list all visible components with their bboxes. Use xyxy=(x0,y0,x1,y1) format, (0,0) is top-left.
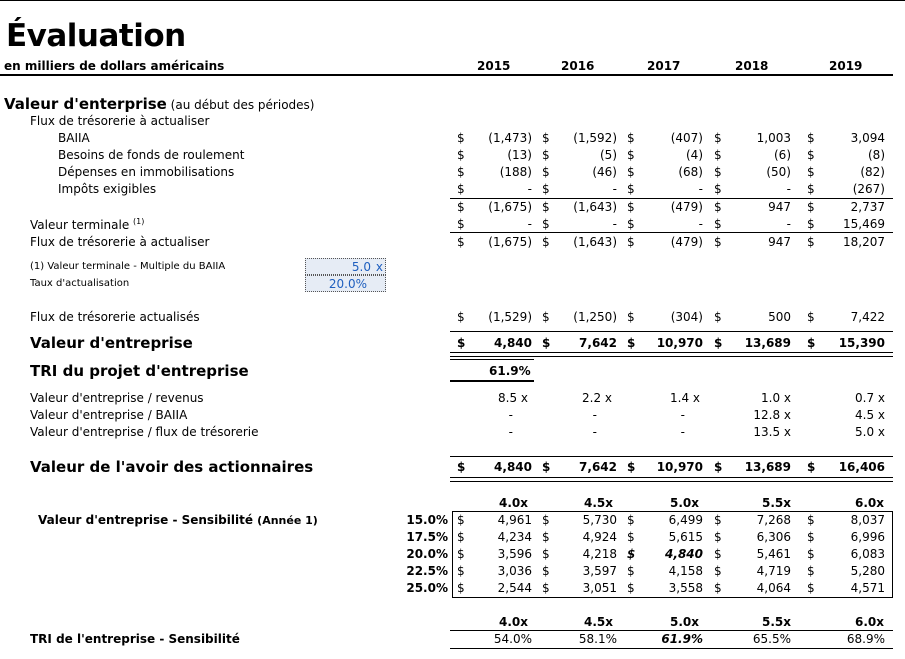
rule-line xyxy=(450,477,893,482)
multiple-label: Valeur d'entreprise / BAIIA xyxy=(30,408,188,422)
currency-sign: $ xyxy=(627,200,635,214)
ev-row-label: Dépenses en immobilisations xyxy=(58,165,235,179)
discount-input-value: 20.0% xyxy=(328,277,367,291)
value-cell: (50) xyxy=(766,165,791,179)
currency-sign: $ xyxy=(542,530,550,544)
multiple-cell: 2.2 x xyxy=(582,391,612,405)
sensitivity-multiple: 6.0x xyxy=(855,496,884,510)
sensitivity-cell: 4,924 xyxy=(582,530,617,544)
multiple-cell: 5.0 x xyxy=(855,425,885,439)
rule-line xyxy=(450,456,893,457)
ev-cell: 10,970 xyxy=(656,336,703,350)
currency-sign: $ xyxy=(807,336,816,350)
currency-sign: $ xyxy=(714,547,722,561)
discounted-cf-label: Flux de trésorerie actualisés xyxy=(30,310,200,324)
sensitivity-cell: 3,051 xyxy=(582,581,617,595)
value-cell: - xyxy=(698,182,703,196)
sensitivity-multiple: 5.5x xyxy=(762,496,791,510)
currency-sign: $ xyxy=(627,165,635,179)
currency-sign: $ xyxy=(807,460,816,474)
ev-cell: 7,642 xyxy=(579,336,617,350)
sensitivity-cell: 5,280 xyxy=(850,564,885,578)
currency-sign: $ xyxy=(714,131,722,145)
currency-sign: $ xyxy=(807,165,815,179)
terminal-cell: - xyxy=(698,217,703,231)
rule-line xyxy=(450,331,893,332)
multiple-cell: 8.5 x xyxy=(498,391,528,405)
currency-sign: $ xyxy=(714,217,722,231)
currency-sign: $ xyxy=(457,530,465,544)
header-underline xyxy=(0,74,893,76)
multiple-cell: - xyxy=(508,425,513,439)
rule-line xyxy=(450,352,893,357)
currency-sign: $ xyxy=(627,581,635,595)
ev-cell: 15,390 xyxy=(838,336,885,350)
irr-sens-multiple: 5.0x xyxy=(670,615,699,629)
year-header: 2015 xyxy=(477,59,511,73)
equity-cell: 7,642 xyxy=(579,460,617,474)
currency-sign: $ xyxy=(807,235,815,249)
irr-sens-cell: 54.0% xyxy=(493,632,532,646)
currency-sign: $ xyxy=(457,217,465,231)
irr-underline xyxy=(450,380,534,382)
currency-sign: $ xyxy=(714,460,723,474)
subtotal-cell: (1,643) xyxy=(573,200,617,214)
currency-sign: $ xyxy=(714,581,722,595)
subtotal-cell: (479) xyxy=(670,200,703,214)
sensitivity-cell: 6,306 xyxy=(756,530,791,544)
currency-sign: $ xyxy=(627,336,636,350)
rule-line xyxy=(450,232,893,233)
cf-total-cell: (1,675) xyxy=(488,235,532,249)
ev-section-title xyxy=(4,95,314,113)
ev-row-label: BAIIA xyxy=(58,131,90,145)
multiple-input-unit: x xyxy=(375,260,383,274)
multiple-input-value: 5.0 xyxy=(351,260,371,274)
currency-sign: $ xyxy=(627,235,635,249)
year-header: 2018 xyxy=(735,59,769,73)
currency-sign: $ xyxy=(807,581,815,595)
sensitivity-cell: 5,615 xyxy=(668,530,703,544)
value-cell: (407) xyxy=(670,131,703,145)
ev-cell: 13,689 xyxy=(744,336,791,350)
sensitivity-multiple: 4.5x xyxy=(584,496,613,510)
value-cell: - xyxy=(786,182,791,196)
discounted-cell: 500 xyxy=(768,310,791,324)
irr-sens-cell: 65.5% xyxy=(752,632,791,646)
currency-sign: $ xyxy=(457,564,465,578)
currency-sign: $ xyxy=(807,182,815,196)
rule-line xyxy=(450,630,893,631)
multiple-cell: 12.8 x xyxy=(753,408,791,422)
value-cell: (1,592) xyxy=(573,131,617,145)
irr-label: TRI du projet d'entreprise xyxy=(30,362,249,380)
cf-label: Flux de trésorerie à actualiser xyxy=(30,114,210,128)
subtotal-cell: (1,675) xyxy=(488,200,532,214)
units-subtitle: en milliers de dollars américains xyxy=(4,59,225,73)
currency-sign: $ xyxy=(457,131,465,145)
currency-sign: $ xyxy=(542,182,550,196)
multiple-input-label: (1) Valeur terminale - Multiple du BAIIA xyxy=(30,261,226,272)
value-cell: (4) xyxy=(686,148,703,162)
multiple-cell: - xyxy=(508,408,513,422)
currency-sign: $ xyxy=(627,513,635,527)
currency-sign: $ xyxy=(807,513,815,527)
terminal-value-footnote: (1) xyxy=(133,217,145,226)
irr-sens-cell: 68.9% xyxy=(846,632,885,646)
sensitivity-cell: 4,158 xyxy=(668,564,703,578)
sensitivity-multiple: 5.0x xyxy=(670,496,699,510)
terminal-cell: - xyxy=(612,217,617,231)
cf-total-cell: 18,207 xyxy=(843,235,885,249)
currency-sign: $ xyxy=(627,547,636,561)
currency-sign: $ xyxy=(627,148,635,162)
equity-cell: 10,970 xyxy=(656,460,703,474)
sensitivity-rate: 25.0% xyxy=(406,581,448,595)
value-cell: (68) xyxy=(678,165,703,179)
sensitivity-cell: 3,597 xyxy=(582,564,617,578)
value-cell: (82) xyxy=(860,165,885,179)
terminal-cell: - xyxy=(786,217,791,231)
irr-sens-multiple: 6.0x xyxy=(855,615,884,629)
sensitivity-rate: 15.0% xyxy=(406,513,448,527)
cf-total-cell: (479) xyxy=(670,235,703,249)
currency-sign: $ xyxy=(807,530,815,544)
sensitivity-cell: 4,064 xyxy=(756,581,791,595)
sensitivity-cell: 4,840 xyxy=(665,547,703,561)
sensitivity-label xyxy=(38,513,318,527)
currency-sign: $ xyxy=(807,131,815,145)
currency-sign: $ xyxy=(457,165,465,179)
value-cell: (13) xyxy=(507,148,532,162)
sensitivity-cell: 4,234 xyxy=(497,530,532,544)
currency-sign: $ xyxy=(457,200,465,214)
ev-row-label: Besoins de fonds de roulement xyxy=(58,148,245,162)
multiple-cell: - xyxy=(592,408,597,422)
currency-sign: $ xyxy=(807,310,815,324)
sensitivity-cell: 8,037 xyxy=(850,513,885,527)
value-cell: (1,473) xyxy=(488,131,532,145)
sensitivity-cell: 6,499 xyxy=(668,513,703,527)
sensitivity-cell: 7,268 xyxy=(756,513,791,527)
sensitivity-cell: 5,730 xyxy=(582,513,617,527)
currency-sign: $ xyxy=(714,310,722,324)
discounted-cell: (1,529) xyxy=(488,310,532,324)
sensitivity-cell: 3,596 xyxy=(497,547,532,561)
sensitivity-cell: 2,544 xyxy=(497,581,532,595)
currency-sign: $ xyxy=(627,217,635,231)
sensitivity-cell: 3,558 xyxy=(668,581,703,595)
multiple-cell: - xyxy=(592,425,597,439)
sensitivity-cell: 4,218 xyxy=(582,547,617,561)
currency-sign: $ xyxy=(627,530,635,544)
currency-sign: $ xyxy=(807,148,815,162)
value-cell: (188) xyxy=(499,165,532,179)
currency-sign: $ xyxy=(457,148,465,162)
equity-label: Valeur de l'avoir des actionnaires xyxy=(30,458,314,476)
discount-input[interactable] xyxy=(305,275,386,292)
multiple-cell: 4.5 x xyxy=(855,408,885,422)
currency-sign: $ xyxy=(542,547,550,561)
multiple-cell: - xyxy=(680,408,685,422)
currency-sign: $ xyxy=(627,460,636,474)
irr-sens-multiple: 4.5x xyxy=(584,615,613,629)
enterprise-value-label: Valeur d'entreprise xyxy=(30,334,193,352)
currency-sign: $ xyxy=(627,131,635,145)
discount-input-label: Taux d'actualisation xyxy=(30,278,130,289)
multiple-label: Valeur d'entreprise / revenus xyxy=(30,391,204,405)
currency-sign: $ xyxy=(457,182,465,196)
currency-sign: $ xyxy=(457,581,465,595)
sensitivity-cell: 4,719 xyxy=(756,564,791,578)
rule-line xyxy=(450,648,893,649)
multiple-cell: 1.4 x xyxy=(670,391,700,405)
ev-section-heading: Valeur d'enterprise xyxy=(4,95,167,113)
multiple-cell: - xyxy=(680,425,685,439)
sensitivity-cell: 4,571 xyxy=(850,581,885,595)
equity-cell: 13,689 xyxy=(744,460,791,474)
multiple-input[interactable] xyxy=(305,258,386,275)
sensitivity-multiple: 4.0x xyxy=(499,496,528,510)
value-cell: (267) xyxy=(852,182,885,196)
discounted-cell: (304) xyxy=(670,310,703,324)
value-cell: (8) xyxy=(868,148,885,162)
ev-cell: 4,840 xyxy=(494,336,532,350)
subtotal-cell: 2,737 xyxy=(850,200,885,214)
sensitivity-cell: 5,461 xyxy=(756,547,791,561)
sensitivity-title: Valeur d'entreprise - Sensibilité xyxy=(38,513,253,527)
discounted-cell: (1,250) xyxy=(573,310,617,324)
ev-section-note: (au début des périodes) xyxy=(170,98,315,112)
value-cell: (5) xyxy=(600,148,617,162)
currency-sign: $ xyxy=(714,564,722,578)
currency-sign: $ xyxy=(457,513,465,527)
currency-sign: $ xyxy=(807,564,815,578)
irr-sens-cell: 61.9% xyxy=(661,632,703,646)
currency-sign: $ xyxy=(714,513,722,527)
currency-sign: $ xyxy=(714,336,723,350)
rule-line xyxy=(450,198,893,199)
currency-sign: $ xyxy=(542,336,551,350)
sensitivity-rate: 17.5% xyxy=(406,530,448,544)
currency-sign: $ xyxy=(542,581,550,595)
currency-sign: $ xyxy=(714,200,722,214)
currency-sign: $ xyxy=(714,148,722,162)
terminal-cell: - xyxy=(527,217,532,231)
irr-value: 61.9% xyxy=(489,364,531,378)
currency-sign: $ xyxy=(542,200,550,214)
currency-sign: $ xyxy=(542,513,550,527)
sensitivity-rate: 20.0% xyxy=(406,547,448,561)
currency-sign: $ xyxy=(807,200,815,214)
currency-sign: $ xyxy=(542,217,550,231)
sensitivity-cell: 6,996 xyxy=(850,530,885,544)
currency-sign: $ xyxy=(542,460,551,474)
currency-sign: $ xyxy=(542,310,550,324)
terminal-value-text: Valeur terminale xyxy=(30,218,130,232)
value-cell: - xyxy=(527,182,532,196)
page-title: Évaluation xyxy=(6,18,186,54)
currency-sign: $ xyxy=(542,564,550,578)
sensitivity-rate: 22.5% xyxy=(406,564,448,578)
irr-sensitivity-label: TRI de l'entreprise - Sensibilité xyxy=(30,632,240,646)
terminal-value-label xyxy=(30,217,144,232)
top-border xyxy=(0,0,905,1)
sensitivity-cell: 3,036 xyxy=(497,564,532,578)
sensitivity-cell: 4,961 xyxy=(497,513,532,527)
ev-row-label: Impôts exigibles xyxy=(58,182,157,196)
currency-sign: $ xyxy=(627,182,635,196)
year-header: 2019 xyxy=(829,59,863,73)
value-cell: 3,094 xyxy=(850,131,885,145)
multiple-cell: 0.7 x xyxy=(855,391,885,405)
currency-sign: $ xyxy=(457,460,466,474)
currency-sign: $ xyxy=(627,310,635,324)
irr-sens-multiple: 5.5x xyxy=(762,615,791,629)
irr-sens-multiple: 4.0x xyxy=(499,615,528,629)
currency-sign: $ xyxy=(457,547,465,561)
sensitivity-cell: 6,083 xyxy=(850,547,885,561)
currency-sign: $ xyxy=(457,310,465,324)
currency-sign: $ xyxy=(714,182,722,196)
value-cell: (6) xyxy=(774,148,791,162)
equity-cell: 16,406 xyxy=(838,460,885,474)
value-cell: - xyxy=(612,182,617,196)
currency-sign: $ xyxy=(542,235,550,249)
multiple-cell: 13.5 x xyxy=(753,425,791,439)
currency-sign: $ xyxy=(542,148,550,162)
currency-sign: $ xyxy=(807,217,815,231)
terminal-cell: 15,469 xyxy=(843,217,885,231)
irr-topline xyxy=(450,359,534,360)
currency-sign: $ xyxy=(714,530,722,544)
discounted-cell: 7,422 xyxy=(850,310,885,324)
currency-sign: $ xyxy=(714,165,722,179)
irr-sens-cell: 58.1% xyxy=(578,632,617,646)
currency-sign: $ xyxy=(542,165,550,179)
value-cell: 1,003 xyxy=(756,131,791,145)
currency-sign: $ xyxy=(542,131,550,145)
cf-total-label: Flux de trésorerie à actualiser xyxy=(30,235,210,249)
currency-sign: $ xyxy=(714,235,722,249)
cf-total-cell: (1,643) xyxy=(573,235,617,249)
equity-cell: 4,840 xyxy=(494,460,532,474)
value-cell: (46) xyxy=(592,165,617,179)
subtotal-cell: 947 xyxy=(768,200,791,214)
multiple-label: Valeur d'entreprise / flux de trésorerie xyxy=(30,425,259,439)
multiple-cell: 1.0 x xyxy=(761,391,791,405)
currency-sign: $ xyxy=(457,235,465,249)
year-header: 2016 xyxy=(561,59,595,73)
currency-sign: $ xyxy=(457,336,466,350)
cf-total-cell: 947 xyxy=(768,235,791,249)
year-header: 2017 xyxy=(647,59,681,73)
sensitivity-note: (Année 1) xyxy=(257,514,318,527)
currency-sign: $ xyxy=(627,564,635,578)
currency-sign: $ xyxy=(807,547,815,561)
